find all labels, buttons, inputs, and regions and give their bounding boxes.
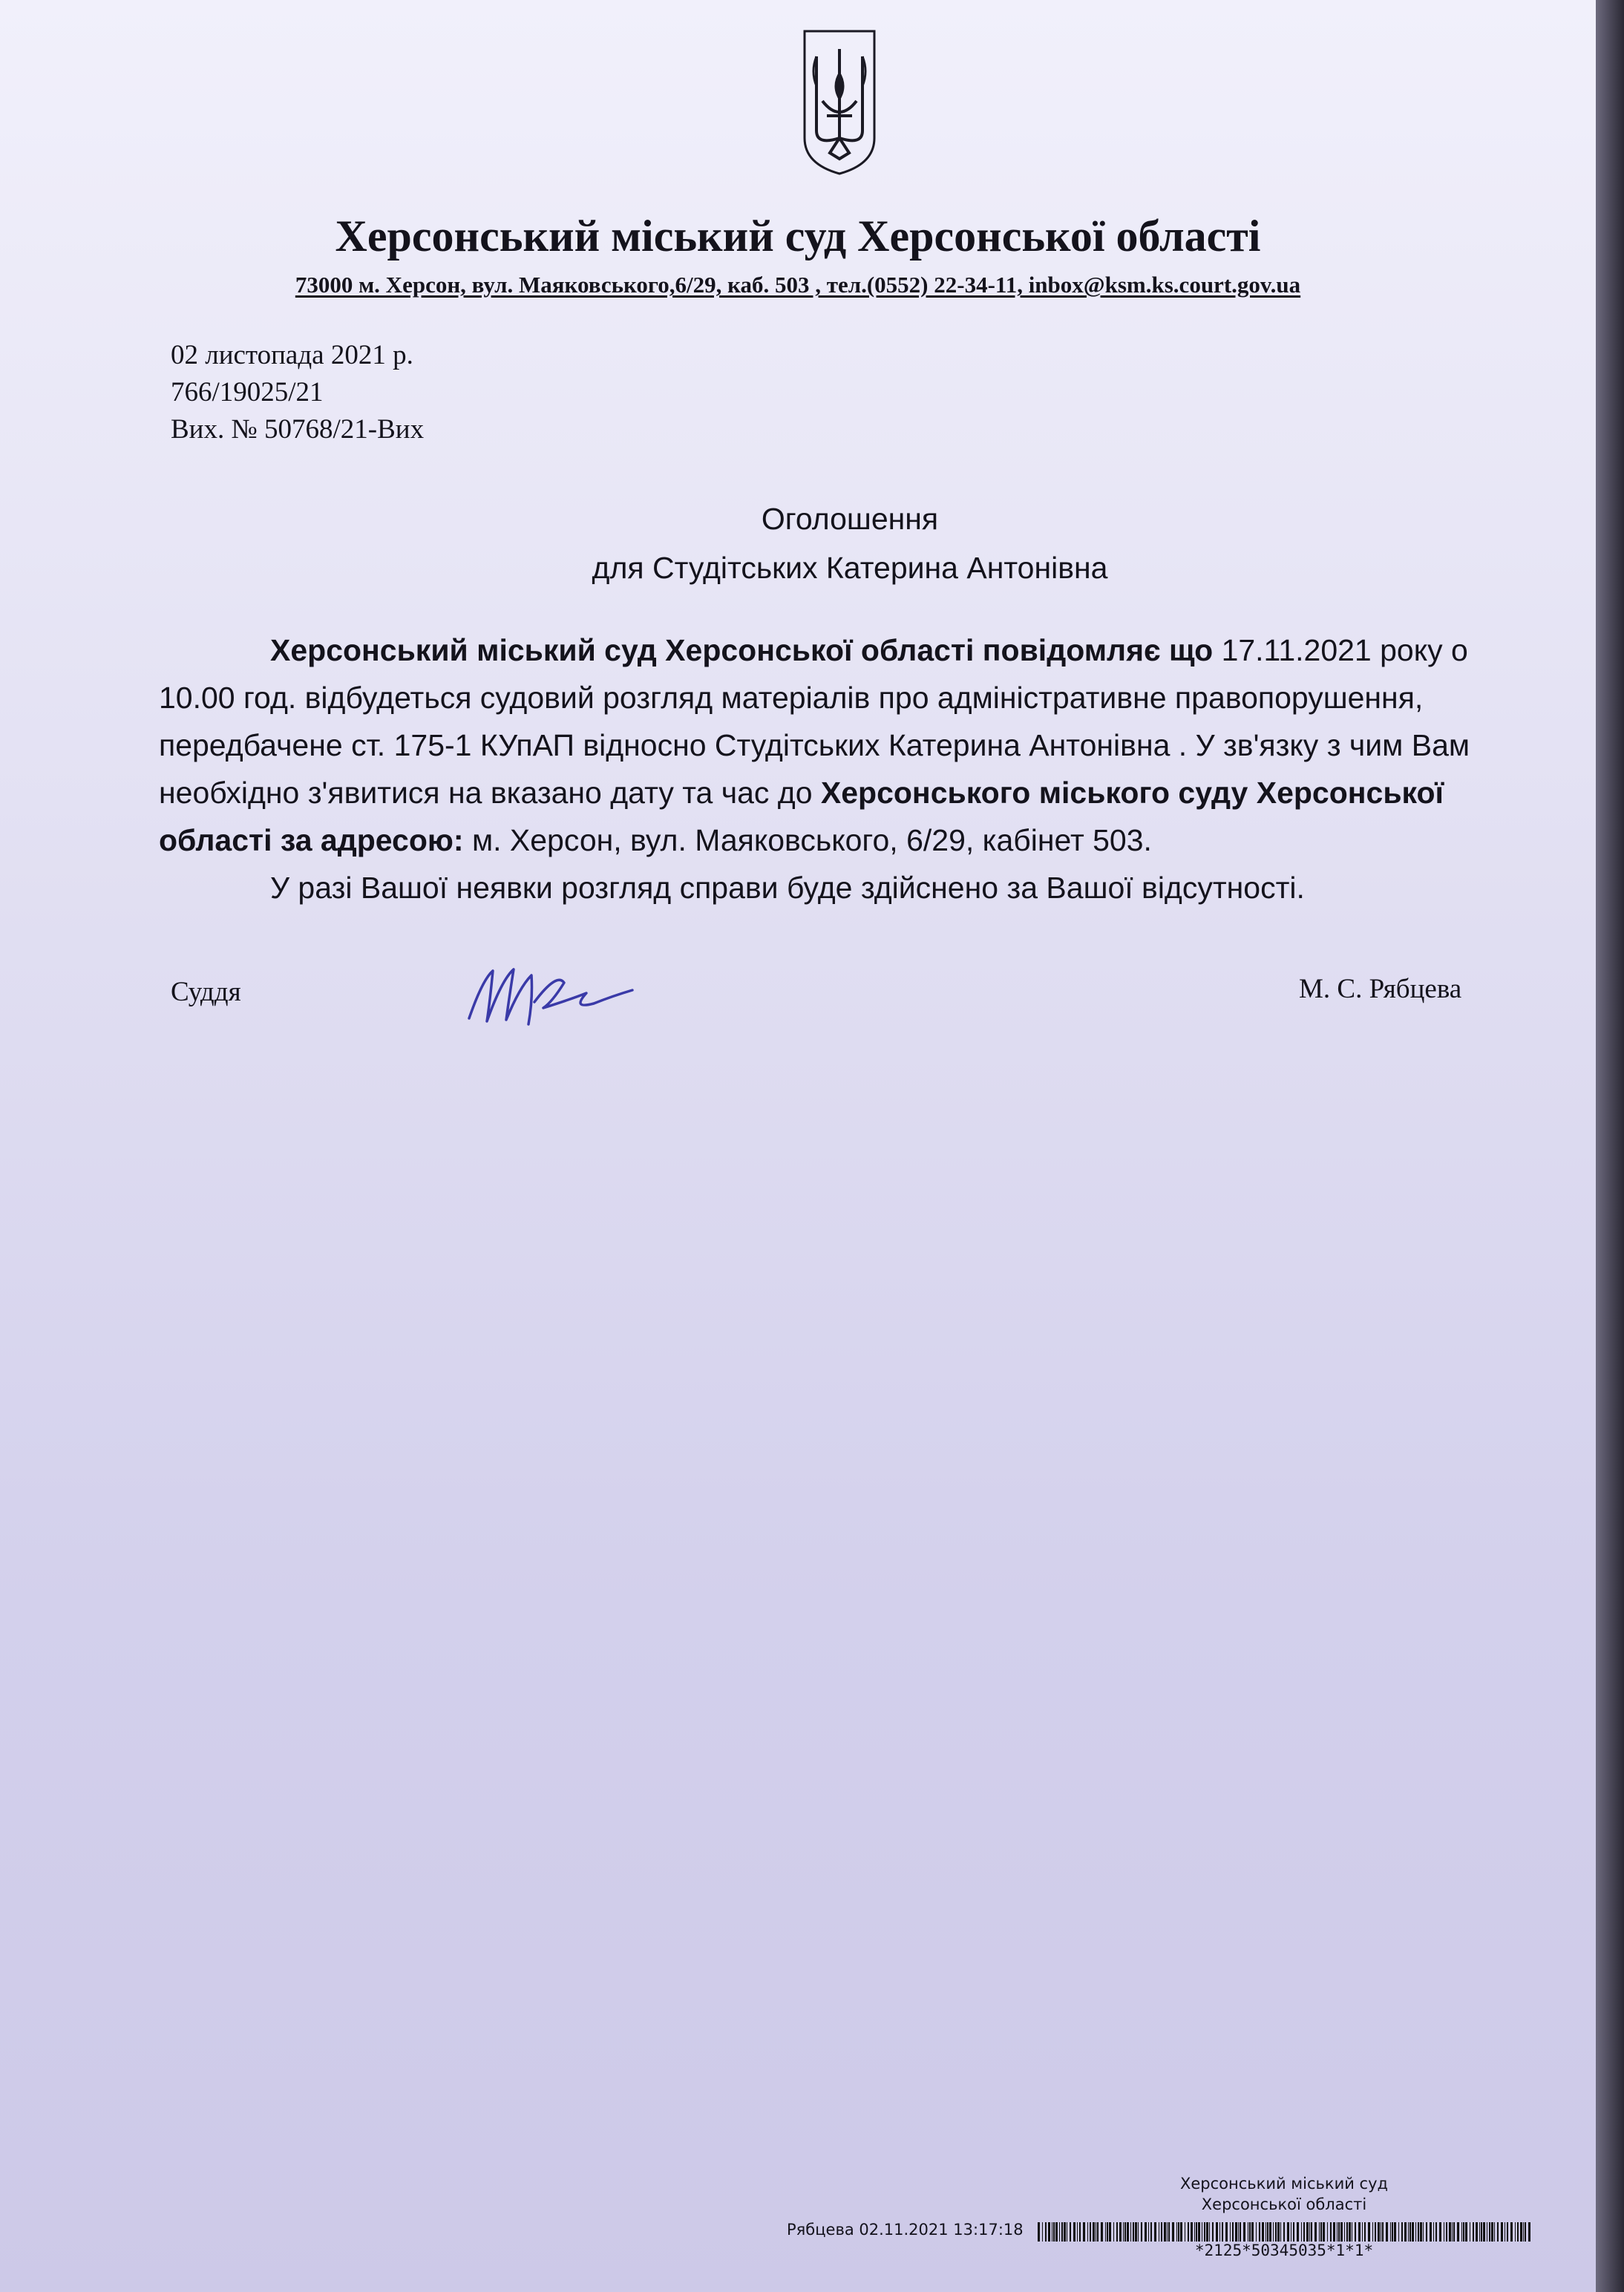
barcode-bar — [1423, 2222, 1424, 2242]
barcode-bar — [1515, 2222, 1516, 2242]
barcode-bar — [1394, 2222, 1396, 2242]
handwritten-signature-icon — [460, 950, 638, 1032]
barcode-bar — [1525, 2222, 1526, 2242]
barcode-bar — [1141, 2222, 1142, 2242]
barcode-bar — [1378, 2222, 1380, 2242]
barcode-bar — [1476, 2222, 1478, 2242]
court-address: 73000 м. Херсон, вул. Маяковського,6/29, каб. 503 , тел.(0552) 22-34-11, inbox@ksm.ks.court.gov.ua — [295, 272, 1301, 298]
court-title: Херсонський міський суд Херсонської області — [335, 212, 1261, 261]
barcode-bar — [1287, 2222, 1289, 2242]
barcode-bar — [1457, 2222, 1459, 2242]
barcode-bar — [1119, 2222, 1122, 2242]
barcode-bar — [1463, 2222, 1464, 2242]
barcode-bar — [1251, 2222, 1254, 2242]
barcode-bar — [1249, 2222, 1251, 2242]
barcode-bar — [1127, 2222, 1129, 2242]
barcode-bar — [1194, 2222, 1195, 2242]
barcode-bar — [1309, 2222, 1310, 2242]
barcode-bar — [1528, 2222, 1530, 2242]
barcode-bar — [1269, 2222, 1271, 2242]
barcode-bar — [1311, 2222, 1312, 2242]
barcode-bar — [1124, 2222, 1126, 2242]
barcode-bar — [1267, 2222, 1268, 2242]
stamp-org-line2: Херсонської області — [1201, 2196, 1367, 2213]
barcode-bar — [1109, 2222, 1111, 2242]
document-date: 02 листопада 2021 р. — [171, 340, 413, 370]
stamp-signer: Рябцева 02.11.2021 13:17:18 — [787, 2221, 1024, 2239]
barcode-bar — [1212, 2222, 1214, 2242]
barcode-bar — [1090, 2222, 1091, 2242]
barcode-bar — [1346, 2222, 1348, 2242]
barcode-bar — [1398, 2222, 1399, 2242]
stamp-org-line1: Херсонський міський суд — [1179, 2175, 1389, 2193]
barcode-bar — [1293, 2222, 1294, 2242]
barcode-bar — [1314, 2222, 1317, 2242]
barcode-bar — [1209, 2222, 1210, 2242]
barcode-bar — [1145, 2222, 1147, 2242]
barcode-bar — [1168, 2222, 1170, 2242]
barcode-bar — [1107, 2222, 1108, 2242]
barcode-bar — [1446, 2222, 1447, 2242]
notice-recipient: для Студітських Катерина Антонівна — [592, 551, 1108, 585]
barcode-bar — [1059, 2222, 1060, 2242]
barcode-bar — [1243, 2222, 1245, 2242]
barcode-bar — [1204, 2222, 1205, 2242]
barcode-bar — [1216, 2222, 1218, 2242]
barcode-bar — [1306, 2222, 1309, 2242]
barcode-bar — [1401, 2222, 1403, 2242]
barcode-bar — [1415, 2222, 1416, 2242]
barcode-bar — [1093, 2222, 1095, 2242]
barcode-bar — [1101, 2222, 1103, 2242]
body-main: 17.11.2021 року о 10.00 год. відбудеться судовий розгляд матеріалів про адміністративне правопорушення, передбачене ст. 175-1 КУпАП відносно Студітських Катерина Антонівна . У зв'язку з чим Вам необхідно з'явитися на вказано дату та час до — [159, 633, 1470, 810]
barcode-bar — [1188, 2222, 1189, 2242]
barcode-bar — [1133, 2222, 1134, 2242]
barcode-bar — [1273, 2222, 1274, 2242]
barcode-bar — [1297, 2222, 1299, 2242]
barcode-bar — [1222, 2222, 1223, 2242]
barcode-bar — [1430, 2222, 1432, 2242]
barcode-bar — [1123, 2222, 1124, 2242]
barcode-bar — [1087, 2222, 1088, 2242]
barcode-bar — [1116, 2222, 1118, 2242]
barcode-bar — [1240, 2222, 1241, 2242]
barcode-bar — [1362, 2222, 1363, 2242]
barcode-bar — [1235, 2222, 1237, 2242]
barcode-bar — [1349, 2222, 1351, 2242]
barcode-bar — [1048, 2222, 1050, 2242]
barcode-bar — [1418, 2222, 1419, 2242]
barcode-bar — [1164, 2222, 1166, 2242]
barcode-bar — [1161, 2222, 1162, 2242]
barcode-bar — [1042, 2222, 1043, 2242]
barcode-bar — [1178, 2222, 1179, 2242]
barcode-bar — [1256, 2222, 1257, 2242]
barcode-bar — [1172, 2222, 1174, 2242]
barcode-bar — [1097, 2222, 1099, 2242]
barcode-bar — [1262, 2222, 1264, 2242]
judge-name: М. С. Рябцева — [1299, 974, 1462, 1004]
barcode-bar — [1327, 2222, 1328, 2242]
barcode-bar — [1055, 2222, 1058, 2242]
barcode-bar — [1206, 2222, 1208, 2242]
body-paragraph-absence: У разі Вашої неявки розгляд справи буде здійснено за Вашої відсутності. — [270, 871, 1305, 905]
barcode-bar — [1073, 2222, 1075, 2242]
barcode-bar — [1465, 2222, 1467, 2242]
barcode-bar — [1494, 2222, 1495, 2242]
barcode-bar — [1386, 2222, 1388, 2242]
case-number: 766/19025/21 — [171, 377, 324, 407]
barcode-bar — [1404, 2222, 1407, 2242]
barcode-bar — [1277, 2222, 1280, 2242]
barcode-bar — [1473, 2222, 1474, 2242]
barcode-bar — [1355, 2222, 1356, 2242]
barcode-bar — [1489, 2222, 1490, 2242]
barcode-text: *2125*50345035*1*1* — [1194, 2242, 1374, 2259]
barcode-bar — [1340, 2222, 1343, 2242]
barcode-bar — [1358, 2222, 1361, 2242]
barcode-bar — [1382, 2222, 1384, 2242]
notice-title: Оголошення — [761, 502, 939, 536]
barcode-bar — [1138, 2222, 1139, 2242]
document-meta — [171, 337, 424, 448]
barcode-bar — [1491, 2222, 1493, 2242]
barcode-bar — [1113, 2222, 1114, 2242]
barcode-bar — [1333, 2222, 1335, 2242]
barcode-bar — [1135, 2222, 1137, 2242]
barcode-bar — [1523, 2222, 1524, 2242]
barcode-bar — [1439, 2222, 1441, 2242]
barcode-bar — [1507, 2222, 1508, 2242]
barcode-bar — [1433, 2222, 1434, 2242]
barcode-bar — [1426, 2222, 1427, 2242]
barcode-bar — [1435, 2222, 1437, 2242]
barcode-bar — [1338, 2222, 1340, 2242]
barcode-bar — [1392, 2222, 1393, 2242]
barcode-bar — [1232, 2222, 1234, 2242]
barcode-bar — [1064, 2222, 1066, 2242]
barcode-bar — [1453, 2222, 1455, 2242]
barcode-bar — [1344, 2222, 1345, 2242]
barcode-bar — [1053, 2222, 1055, 2242]
barcode-bar — [1148, 2222, 1149, 2242]
outgoing-number: Вих. № 50768/21-Вих — [171, 414, 425, 445]
barcode-bar — [1408, 2222, 1409, 2242]
barcode-bar — [1319, 2222, 1320, 2242]
barcode-bar — [1501, 2222, 1503, 2242]
barcode-bar — [1230, 2222, 1231, 2242]
coat-of-arms-icon — [800, 27, 879, 178]
barcode-bar — [1497, 2222, 1499, 2242]
barcode-bar — [1191, 2222, 1193, 2242]
barcode-bar — [1198, 2222, 1200, 2242]
electronic-stamp-org — [1158, 2173, 1410, 2215]
notice-heading — [0, 494, 1624, 592]
barcode-bar — [1219, 2222, 1220, 2242]
barcode-bar — [1517, 2222, 1519, 2242]
body-paragraph — [159, 626, 1517, 864]
body-bold-intro: Херсонський міський суд Херсонської області повідомляє що — [270, 633, 1214, 667]
barcode-bar — [1483, 2222, 1485, 2242]
barcode-bar — [1280, 2222, 1281, 2242]
barcode-bar — [1238, 2222, 1239, 2242]
barcode-bar — [1105, 2222, 1106, 2242]
barcode-bar — [1259, 2222, 1260, 2242]
barcode-bar — [1301, 2222, 1302, 2242]
body-bold-court: Херсонського міського суду Херсонської області за адресою: — [159, 776, 1444, 857]
barcode-bar — [1330, 2222, 1332, 2242]
barcode-bar — [1150, 2222, 1152, 2242]
barcode-bar — [1180, 2222, 1182, 2242]
barcode-bar — [1083, 2222, 1085, 2242]
barcode-bar — [1368, 2222, 1370, 2242]
barcode-bar — [1323, 2222, 1325, 2242]
barcode-bar — [1479, 2222, 1480, 2242]
body-address: м. Херсон, вул. Маяковського, 6/29, кабінет 503. — [463, 823, 1152, 857]
barcode-bar — [1320, 2222, 1322, 2242]
barcode-bar — [1275, 2222, 1277, 2242]
barcode-bar — [1045, 2222, 1047, 2242]
barcode-bar — [1070, 2222, 1071, 2242]
barcode-bar — [1079, 2222, 1081, 2242]
barcode-bar — [1510, 2222, 1513, 2242]
barcode-bar — [1420, 2222, 1422, 2242]
barcode-bar — [1303, 2222, 1305, 2242]
barcode-bar — [1481, 2222, 1482, 2242]
barcode-bar — [1364, 2222, 1366, 2242]
barcode-bar — [1167, 2222, 1168, 2242]
barcode-bar — [1520, 2222, 1522, 2242]
barcode-bar — [1176, 2222, 1177, 2242]
barcode-bar — [1461, 2222, 1462, 2242]
barcode-bar — [1154, 2222, 1156, 2242]
barcode-bar — [1390, 2222, 1391, 2242]
judge-label: Суддя — [171, 977, 241, 1007]
barcode-bar — [1130, 2222, 1131, 2242]
barcode-bar — [1409, 2222, 1411, 2242]
barcode-bar — [1372, 2222, 1373, 2242]
barcode-bar — [1225, 2222, 1228, 2242]
barcode-bar — [1077, 2222, 1078, 2242]
notice-body — [159, 626, 1517, 911]
barcode-bar — [1412, 2222, 1414, 2242]
page-edge-shadow — [1596, 0, 1624, 2292]
barcode-bar — [1038, 2222, 1040, 2242]
barcode-bar — [1061, 2222, 1063, 2242]
barcode-bar — [1196, 2222, 1197, 2242]
barcode-bar — [1452, 2222, 1453, 2242]
barcode-bar — [1375, 2222, 1376, 2242]
barcode-bar — [1449, 2222, 1451, 2242]
barcode-bar — [1283, 2222, 1285, 2242]
